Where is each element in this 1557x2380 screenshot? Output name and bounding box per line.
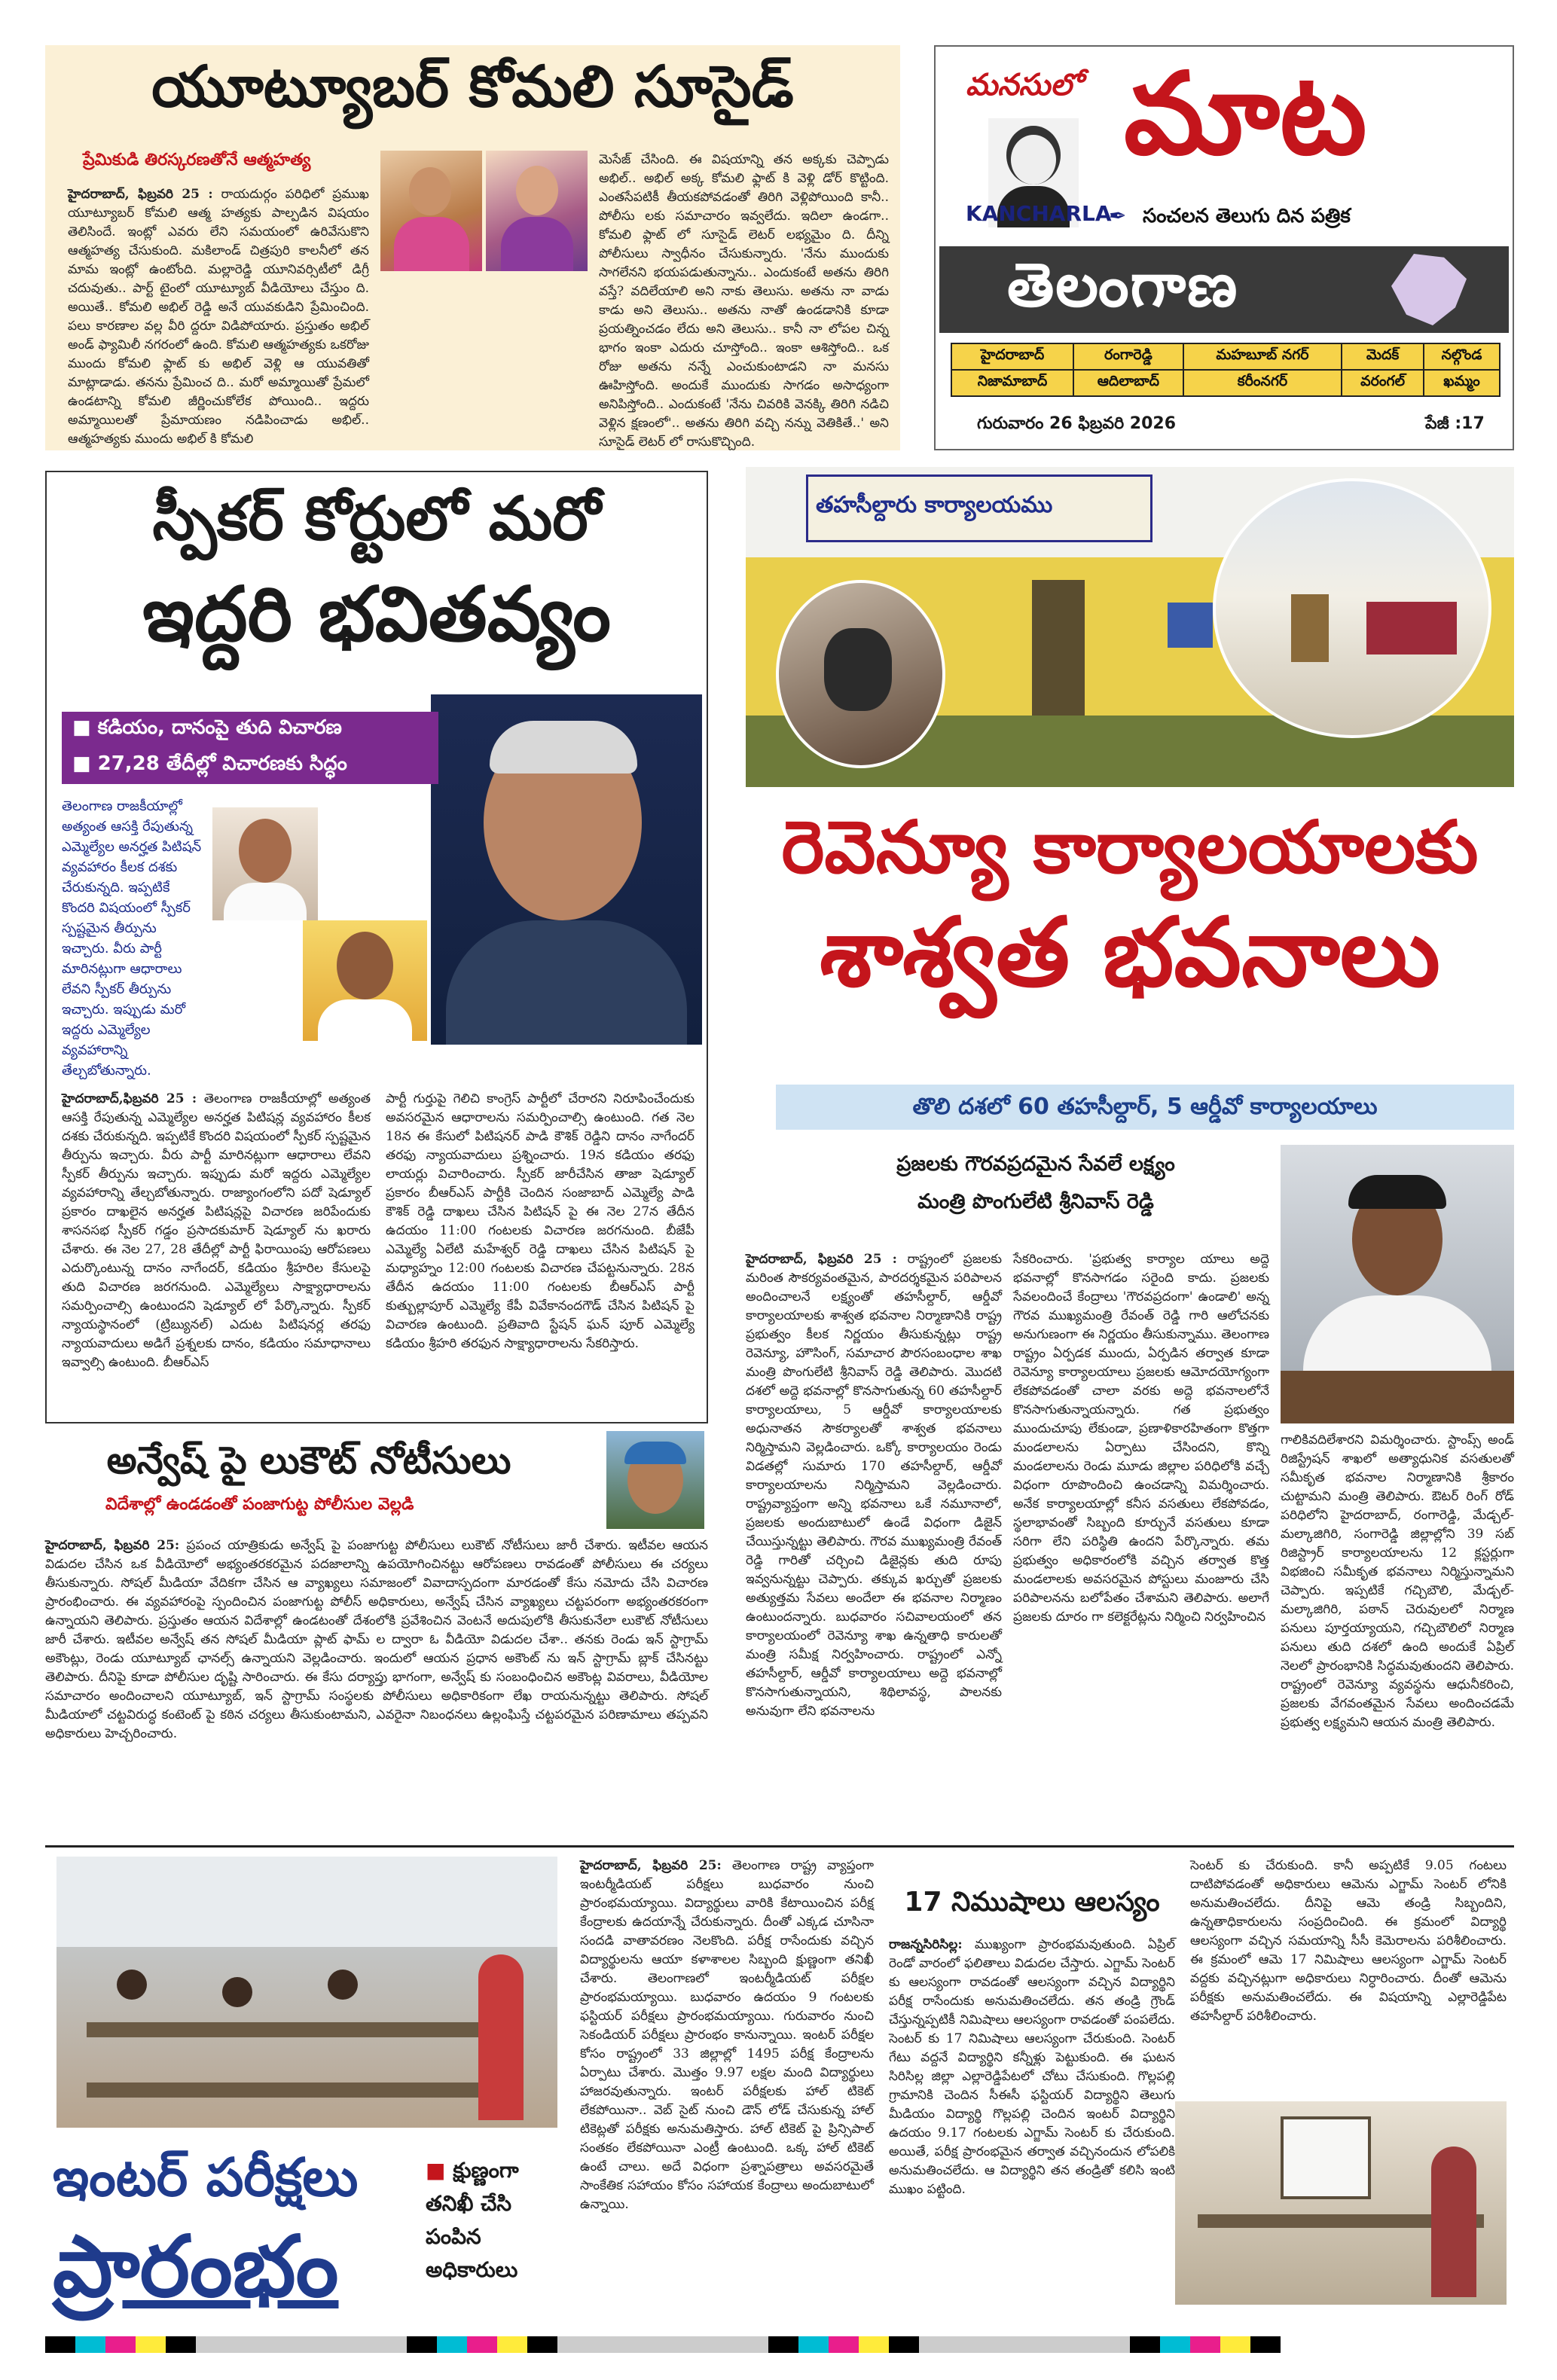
anvesh-dateline: హైదరాబాద్, ఫిబ్రవరి 25: [45,1538,180,1553]
exam-headline-1: ఇంటర్ పరీక్షలు [53,2147,359,2208]
speaker-body-right: పార్టీ గుర్తుపై గెలిచి కాంగ్రెస్ పార్టీలో చేరారని నిరూపించేందుకు అవసరమైన ఆధారాలను సమర్పించాల్సి ఉంటుంది. గత నెల 18న ఈ కేసులో పిటిషనర్ పాడి కౌశిక్ రెడ్డిని దానం నాగేందర్ తరఫు న్యాయవాదులు ప్రశ్నించారు. 19న కడియం తరఫు లాయర్లు విచారించారు. స్పీకర్ జారీచేసిన తాజా షెడ్యూల్ ప్రకారం బీఆర్ఎస్ పార్టీకి చెందిన సంజాబాద్ ఎమ్మెల్యే పాడి కౌశిక్ రెడ్డి దాఖలు చేసిన పిటిషన్ పై ఈ నెల 27న తేదీన ఉదయం 11:00 గంటలకు విచారణ జరగనుంది. బీజేపీ ఎమ్మెల్యే ఏలేటి మహేశ్వర్ రెడ్డి దాఖలు చేసిన పిటిషన్ పై మధ్యాహ్నం 12:00 గంటలకు విచారణ చేపట్టనున్నారు. 28న తేదీన ఉదయం 11:00 గంటలకు బీఆర్ఎస్ పార్టీ కుత్బుల్లాపూర్ ఎమ్మెల్యే కేపీ వివేకానందగౌడ్ చేసిన పిటిషన్ పై విచారణ ఉంటుంది. ప్రతివాది స్టేషన్ ఘన్ పూర్ ఎమ్మెల్యే కడియం శ్రీహరి తరఫున సాక్ష్యాధారాలను సేకరిస్తారు. [386,1091,695,1351]
pen-icon: ✒ [1109,203,1127,228]
district-medak: మెదక్ [1342,343,1424,370]
exam-headline-2: ప్రారంభం [53,2218,339,2316]
speaker-bullet-2: ■ 27,28 తేదీల్లో విచారణకు సిద్ధం [72,752,347,775]
revenue-text-col1: రాష్ట్రంలో ప్రజలకు మరింత సౌకర్యవంతమైన, పారదర్శకమైన పరిపాలన అందించాలనే లక్ష్యంతో తహసీల్దార్, ఆర్డీవో కార్యాలయాలకు శాశ్వత భవనాల నిర్మాణానికి రాష్ట్ర ప్రభుత్వం కీలక నిర్ణయం తీసుకున్నట్లు రాష్ట్ర రెవెన్యూ, హౌసింగ్, సమాచార పౌరసంబంధాల శాఖ మంత్రి పొంగులేటి శ్రీనివాస్ రెడ్డి తెలిపారు. మొదటి దశలో అద్దె భవనాల్లో కొనసాగుతున్న 60 తహసీల్దార్ కార్యాలయాలు, 5 ఆర్డీవో కార్యాలయాలకు అధునాతన సౌకర్యాలతో శాశ్వత భవనాలు నిర్మిస్తామని వెల్లడించారు. ఒక్కో కార్యాలయం రెండు విడతల్లో సుమారు 170 తహసీల్దార్, ఆర్డీవో కార్యాలయాలను నిర్మిస్తామని వెల్లడించారు. రాష్ట్రవ్యాప్తంగా అన్ని భవనాలు ఒకే నమూనాలో, ప్రజలకు అందుబాటులో ఉండే విధంగా డిజైన్ చేయిస్తున్నట్టు తెలిపారు. గౌరవ ముఖ్యమంత్రి రేవంత్ రెడ్డి గారితో చర్చించి డిజైన్లకు తుది రూపు ఇవ్వనున్నట్టు చెప్పారు. తక్కువ ఖర్చుతో ప్రజలకు అత్యుత్తమ సేవలు అందేలా ఈ భవనాల నిర్మాణం ఉంటుందన్నారు. బుధవారం సచివాలయంలో తన కార్యాలయంలో రెవెన్యూ శాఖ ఉన్నతాధి కారులతో మంత్రి సమీక్ష నిర్వహించారు. రాష్ట్రంలో ఎన్నో తహసీల్దార్, ఆర్డీవో కార్యాలయాలు అద్దె భవనాల్లో కొనసాగుతున్నాయని, శిథిలావస్థ, పాలనకు అనువుగా లేని భవనాలను [746,1252,1002,1719]
story-speaker [45,471,708,1423]
exam-subhead: 17 నిముషాలు ఆలస్యం [904,1887,1160,1918]
speaker-headline-1: స్పీకర్ కోర్టులో మరో [152,484,601,554]
youtuber-photo-2 [486,151,588,271]
speaker-bullets [62,712,438,784]
page-number: పేజీ :17 [1425,414,1485,433]
revenue-dateline: హైదరాబాద్, ఫిబ్రవరి 25 : [746,1252,897,1267]
anvesh-photo [606,1431,704,1529]
anvesh-text: ప్రపంచ యాత్రికుడు అన్వేష్ పై పంజాగుట్ట పోలీసులు లుకౌట్ నోటీసులు జారీ చేశారు. ఇటీవల ఆయన విడుదల చేసిన ఒక వీడియోలో అభ్యంతరకరమైన పదజాలాన్ని ఉపయోగించినట్టు ఆరోపణలు రావడంతో పోలీసులు ఈ చర్యలు తీసుకున్నారు. సోషల్ మీడియా వేదికగా చేసిన ఆ వ్యాఖ్యలు సమాజంలో వివాదాస్పదంగా మారడంతో కేసు నమోదు చేసి విచారణ ప్రారంభించారు. ఈ వ్యవహారంపై స్పందించిన పంజాగుట్ట పోలీస్ అధికారులు, అన్వేష్ చేసిన వ్యాఖ్యలు చట్టపరంగా అభ్యంతరకరంగా ఉన్నాయని తెలిపారు. ప్రస్తుతం ఆయన విదేశాల్లో ఉండటంతో దేశంలోకి ప్రవేశించిన వెంటనే అదుపులోకి తీసుకునేలా లుకౌట్ నోటీసులు జారీ చేశారు. ఇటీవల అన్వేష్ తన సోషల్ మీడియా ప్లాట్ ఫామ్ ల ద్వారా ఓ వీడియో విడుదల చేశా.. తనకు రెండు ఇన్ స్టాగ్రామ్ అకౌంట్లు, రెండు యూట్యూబ్ ఛానల్స్ ఉన్నాయని వెల్లడించారు. ఇందులో ఆయన ప్రధాన అకౌంట్ ను ఇన్ స్టాగ్రామ్ బ్లాక్ చేసినట్టు తెలిపారు. దీనిపై కూడా పోలీసుల దృష్టి సారించారు. ఈ కేసు దర్యాప్తు భాగంగా, అన్వేష్ కు సంబంధించిన అకౌంట్ల వివరాలు, వీడియోల సమాచారం అందించాలని యూట్యూబ్, ఇన్ స్టాగ్రామ్ సంస్థలకు పోలీసులు అధికారికంగా లేఖ రాయనున్నట్టు తెలిపారు. సోషల్ మీడియాలో చట్టవిరుద్ధ కంటెంట్ పై కఠిన చర్యలు తీసుకుంటామని, ఎవరైనా నిబంధనలు ఉల్లంఘిస్తే చట్టపరమైన పరిణామాలు తప్పవని అధికారులు హెచ్చరించారు. [45,1538,708,1741]
revenue-subhead-1: ప్రజలకు గౌరవప్రదమైన సేవలే లక్ష్యం [896,1152,1175,1176]
exam-side-note: ■ క్షుణ్ణంగా తనిఖీ చేసి పంపిన అధికారులు [426,2158,519,2282]
speaker-photo-danam [303,920,427,1041]
speaker-photo-large [431,694,702,1045]
section-divider [45,1845,1514,1848]
speaker-photo-kadiyam [212,807,318,920]
district-warangal: వరంగల్ [1342,370,1424,396]
minister-photo [1281,1145,1514,1423]
district-mahabubnagar: మహబూబ్ నగర్ [1183,343,1342,370]
speaker-body-left [62,1090,371,1417]
revenue-strap: తొలి దశలో 60 తహసీల్దార్, 5 ఆర్డీవో కార్యాలయాలు [776,1085,1514,1130]
youtuber-body-mid [380,279,590,444]
youtuber-headline: యూట్యూబర్ కోమలి సూసైడ్ [151,53,794,120]
state-banner [939,246,1509,333]
brand-name: KANCHARLA [966,201,1112,226]
telangana-map-icon [1391,254,1467,325]
revenue-inset-left [776,580,945,768]
print-registration-bar [45,2336,1514,2353]
district-adilabad: ఆదిలాబాద్ [1073,370,1183,396]
youtuber-kicker: ప్రేమికుడి తిరస్కరణతోనే ఆత్మహత్య [83,151,311,169]
masthead-title: మాట [1124,49,1367,180]
exam-dateline: హైదరాబాద్, ఫిబ్రవరి 25: [580,1858,722,1873]
exam-text-col2: ముఖ్యంగా ప్రారంభమవుతుంది. ఏప్రిల్ రెండో వారంలో ఫలితాలు విడుదల చేస్తారు. ఎగ్జామ్ సెంటర్ కు ఆలస్యంగా రావడంతో ఆలస్యంగా వచ్చిన విద్యార్థిని పరీక్ష రాసేందుకు అనుమతించలేదు. తన తండ్రి గ్రౌండ్ చేస్తున్నప్పటికీ నిమిషాలు ఆలస్యంగా రావడంతో పంపలేదు. సెంటర్ కు 17 నిమిషాలు ఆలస్యంగా చేరుకుంది. సెంటర్ గేటు వద్దనే విద్యార్థిని కన్నీళ్లు పెట్టుకుంది. ఈ ఘటన సిరిసిల్ల జిల్లా ఎల్లారెడ్డిపేటలో చోటు చేసుకుంది. గొల్లపల్లి గ్రామానికి చెందిన సీఈసీ ఫస్టియర్ విద్యార్థిని తెలుగు మీడియం విద్యార్థి గొల్లపల్లి చెందిన ఇంటర్ విద్యార్థిని ఉదయం 9.17 గంటలకు ఎగ్జామ్ సెంటర్ కు చేరుకుంది. అయితే, పరీక్ష ప్రారంభమైన తర్వాత వచ్చినందున లోపలికి అనుమతించలేదు. ఆ విద్యార్థిని తన తండ్రితో కలిసి ఇంటి ముఖం పట్టింది. [889,1937,1175,2197]
exam-body-col1 [580,1857,874,2308]
youtuber-body-left [68,185,369,445]
district-karimnagar: కరీంనగర్ [1183,370,1342,396]
issue-date: గురువారం 26 ఫిబ్రవరి 2026 [977,414,1177,433]
district-hyderabad: హైదరాబాద్ [951,343,1073,370]
revenue-subhead-2: మంత్రి పొంగులేటి శ్రీనివాస్ రెడ్డి [917,1190,1154,1213]
exam-side-note-text: క్షుణ్ణంగా తనిఖీ చేసి పంపిన అధికారులు [426,2158,519,2282]
exam-text-col1: తెలంగాణ రాష్ట్ర వ్యాప్తంగా ఇంటర్మీడియట్ పరీక్షలు బుధవారం నుంచి ప్రారంభమయ్యాయి. విద్యార్థులు వారికి కేటాయించిన పరీక్ష కేంద్రాలకు ఉదయాన్నే చేరుకున్నారు. దీంతో ఎక్కడ చూసినా సందడి వాతావరణం నెలకొంది. పరీక్ష రాసేందుకు వచ్చిన విద్యార్థులను ఆయా కళాశాలల సిబ్బంది క్షుణ్ణంగా తనిఖీ చేశారు. తెలంగాణలో ఇంటర్మీడియట్ పరీక్షల ప్రారంభమయ్యాయి. బుధవారం ఉదయం 9 గంటలకు ఫస్టియర్ పరీక్షలు ప్రారంభమయ్యాయి. గురువారం నుంచి సెకండియర్ పరీక్షలు ప్రారంభం కానున్నాయి. ఇంటర్ పరీక్షల కోసం రాష్ట్రంలో 33 జిల్లాల్లో 1495 పరీక్ష కేంద్రాలను ఏర్పాటు చేశారు. మొత్తం 9.97 లక్షల మంది విద్యార్థులు హాజరవుతున్నారు. ఇంటర్ పరీక్షలకు హాల్ టికెట్ లేకపోయినా.. వెబ్ సైట్ నుంచి డౌన్ లోడ్ చేసుకున్న హాల్ టికెట్లతో పరీక్షకు అనుమతిస్తారు. హాల్ టికెట్ పై ప్రిన్సిపాల్ సంతకం లేకపోయినా ఎంట్రీ ఉంటుంది. ఒక్క హాల్ టికెట్ ఉంటే చాలు. అదే విధంగా ప్రశ్నాపత్రాలు అవసరమైతే సాంకేతిక సహాయం కోసం సహాయక కేంద్రాలు అందుబాటులో ఉన్నాయి. [580,1858,875,2212]
exam-photo-2 [1175,2101,1507,2305]
masthead-tagline: మనసులో [966,68,1082,102]
exam-body-col3: సెంటర్ కు చేరుకుంది. కానీ అప్పటికే 9.05 గంటలు దాటిపోవడంతో అధికారులు ఆమెను ఎగ్జామ్ సెంటర్ లోనికి అనుమతించలేదు. దీనిపై ఆమె తండ్రి సిబ్బందిని, ఉన్నతాధికారులను సంప్రదించింది. ఈ క్రమంలో విద్యార్థి ఆలస్యంగా వచ్చిన సమయాన్ని సీసీ కెమెరాలను పరిశీలించారు. ఈ క్రమంలో ఆమె 17 నిమిషాలు ఆలస్యంగా ఎగ్జామ్ సెంటర్ వద్దకు వచ్చినట్లుగా అధికారులు నిర్ధారించారు. దీంతో ఆమెను పరీక్షకు అనుమతించలేదు. ఈ విషయాన్ని ఎల్లారెడ్డిపేట తహసీల్దార్ పరిశీలించారు. [1190,1858,1507,2024]
revenue-body-col2: సేకరించారు. 'ప్రభుత్వ కార్యాల యాలు అద్దె భవనాల్లో కొనసాగడం సరైంది కాదు. ప్రజలకు సేవలందించే కేంద్రాలు 'గౌరవప్రదంగా' ఉండాలి' అన్న గౌరవ ముఖ్యమంత్రి రేవంత్ రెడ్డి గారి ఆలోచనకు అనుగుణంగా ఈ నిర్ణయం తీసుకున్నాము. తెలంగాణ రాష్ట్రం ఏర్పడక ముందు, ఏర్పడిన తర్వాత కూడా రెవెన్యూ కార్యాలయాలు ప్రజలకు ఆమోదయోగ్యంగా లేకపోవడంతో చాలా వరకు అద్దె భవనాలలోనే కొనసాగుతున్నాయన్నారు. గత ప్రభుత్వం ముందుచూపు లేకుండా, ప్రణాళికారహితంగా కొత్తగా మండలాలను ఏర్పాటు చేసిందని, కొన్ని మండలాలను రెండు మూడు జిల్లాల పరిధిలోకి వచ్చే విధంగా రూపొందించి ఉంచడాన్ని విమర్శించారు. అనేక కార్యాలయాల్లో కనీస వసతులు లేకపోవడం, స్థలాభావంతో సిబ్బంది కూర్చునే వసతులు కూడా సరిగా లేని పరిస్థితి ఉందని పేర్కొన్నారు. తమ ప్రభుత్వం అధికారంలోకి వచ్చిన తర్వాత కొత్త మండలాలకు అవసరమైన పోస్టులు మంజూరు చేసి పరిపాలనను బలోపేతం చేశామని తెలిపారు. అలాగే ప్రజలకు దూరం గా కలెక్టరేట్లను నిర్మించి నిర్వహించిన [1013,1252,1269,1625]
district-rangareddy: రంగారెడ్డి [1073,343,1183,370]
state-name: తెలంగాణ [1007,250,1239,320]
youtuber-body-right: మెసేజ్ చేసింది. ఈ విషయాన్ని తన అక్కకు చెప్పాడు అభిల్.. అభిల్ అక్క కోమలి ఫ్లాట్ కి వెళ్లి డోర్ కొట్టింది. ఎంతసేపటికీ తీయకపోవడంతో తిరిగి వెళ్లిపోయింది కానీ.. పోలీసు లకు సమాచారం ఇవ్వలేదు. ఇదిలా ఉండగా.. కోమలి ఫ్లాట్ లో సూసైడ్ లెటర్ లభ్యమైం ది. దీన్ని పోలీసులు స్వాధీనం చేసుకున్నారు. 'నేను ముందుకు సాగలేనని భయపడుతున్నాను.. ఎందుకంటే అతను తిరిగి వస్తే? వదిలేయాలి అని నాకు తెలుసు. అతను నా వాడు కాడు అని తెలుసు.. అతను నాతో ఉండడానికి కూడా ప్రయత్నించడం లేదు అని తెలుసు.. కానీ నా లోపల చిన్న భాగం ఇంకా ఎదురు చూస్తోంది.. ఇంకా ఆశిస్తోంది.. ఒక రోజు అతను నన్నే ఎంచుకుంటాడని నా మనసు ఊహిస్తోంది. అందుకే ముందుకు సాగడం అసాధ్యంగా అనిపిస్తోంది.. ఎందుకంటే 'నేను చివరికి వెనక్కి తిరిగి నడిచి వెళ్లిన క్షణంలో'.. అతను తిరిగి వచ్చి నన్ను వెతికితే..' అని సూసైడ్ లెటర్ లో రాసుకొచ్చింది. [599,152,889,450]
speaker-dateline: హైదరాబాద్,ఫిబ్రవరి 25 : [62,1091,197,1106]
revenue-body-col1 [746,1250,1002,1834]
anvesh-kicker: విదేశాల్లో ఉండడంతో పంజాగుట్ట పోలీసుల వెల్లడి [105,1495,414,1514]
revenue-sign-text: తహసీల్దారు కార్యాలయము [816,492,1053,518]
speaker-summary: తెలంగాణ రాజకీయాల్లో అత్యంత ఆసక్తి రేపుతున్న ఎమ్మెల్యేల అనర్హత పిటిషన్ వ్యవహారం కీలక దశకు చేరుకున్నది. ఇప్పటికే కొందరి విషయంలో స్పీకర్ స్పష్టమైన తీర్పును ఇచ్చారు. వీరు పార్టీ మారినట్లుగా ఆధారాలు లేవని స్పీకర్ తీర్పును ఇచ్చారు. ఇప్పుడు మరో ఇద్దరు ఎమ్మెల్యేల వ్యవహారాన్ని తేల్చబోతున్నారు. [62,798,202,1079]
speaker-headline-2: ఇద్దరి భవితవ్యం [142,570,611,658]
speaker-text-left: తెలంగాణ రాజకీయాల్లో అత్యంత ఆసక్తి రేపుతున్న ఎమ్మెల్యేల అనర్హత పిటిషన్ల వ్యవహారం కీలక దశకు చేరుకున్నది. ఇప్పటికే కొందరి విషయంలో స్పీకర్ స్పష్టమైన తీర్పును ఇచ్చారు. వీరు పార్టీ మారినట్లుగా ఆధారాలు లేవని స్పీకర్ తీర్పును ఇచ్చారు. ఇప్పుడు మరో ఇద్దరు ఎమ్మెల్యేల వ్యవహారాన్ని తేల్చబోతున్నారు. రాజ్యాంగంలోని పదో షెడ్యూల్ ప్రకారం దాఖలైన అనర్హత పిటిషన్లపై విచారణ జరిపేందుకు శాసనసభ స్పీకర్ గడ్డం ప్రసాదకుమార్ షెడ్యూల్ ను ఖరారు చేశారు. ఈ నెల 27, 28 తేదీల్లో పార్టీ ఫిరాయింపు ఆరోపణలు ఎదుర్కొంటున్న దానం నాగేందర్, కడియం శ్రీహరిల కేసులపై తుది విచారణ జరగనుంది. ఎమ్మెల్యేలు సాక్ష్యాధారాలను సమర్పించాల్సి ఉంటుందని షెడ్యూల్ లో పేర్కొన్నారు. స్పీకర్ న్యాయస్థానంలో (ట్రిబ్యునల్) ఎదుట పిటిషనర్ల తరఫు న్యాయవాదులు అడిగే ప్రశ్నలకు దానం, కడియం సమాధానాలు ఇవ్వాల్సి ఉంటుంది. బీఆర్ఎస్ [62,1091,371,1370]
district-nalgonda: నల్గొండ [1424,343,1500,370]
story-youtuber [45,45,900,450]
youtuber-text-left: రాయదుర్గం పరిధిలో ప్రముఖ యూట్యూబర్ కోమలి ఆత్మ హత్యకు పాల్పడిన విషయం తెలిసిందే. ఇంట్లో ఎవరు లేని సమయంలో ఉరివేసుకొని ఆత్మహత్య చేసుకుంది. మకిలాండ్ చిత్రపురి కాలనీలో తన మామ ఇంట్లో ఉంటోంది. మల్లారెడ్డి యూనివర్సిటీలో డిగ్రీ చదువుతు.. పార్ట్ టైంలో యూట్యూబ్ వీడియోలు చేస్తుం ది. అయితే.. కోమలి అభిల్ రెడ్డి అనే యువకుడిని ప్రేమించింది. పలు కారణాల వల్ల వీరి ద్దరూ విడిపోయారు. ప్రస్తుతం అభిల్ అండ్ ఫ్యామిలీ నగరంలో ఉంది. కోమలి ఆత్మహత్యకు ఒకరోజు ముందు కోమలి ఫ్లాట్ కు అభిల్ వెళ్లి ఆ యువతితో మాట్లాడాడు. తనను ప్రేమించ ది.. మరో అమ్మాయితో ప్రేమలో ఉండటాన్ని కోమలి జీర్ణించుకోలేక పోయింది.. ఇద్దరు అమ్మాయిలతో ప్రేమాయణం నడిపించాడు అభిల్.. ఆత్మహత్యకు ముందు అభిల్ కి కోమలి [68,187,369,447]
revenue-inset-right [1213,478,1491,738]
district-khammam: ఖమ్మం [1424,370,1500,396]
story-anvesh [45,1431,708,1834]
revenue-body-col3: గాలికివదిలేశారని విమర్శించారు. స్టాంప్స్ అండ్ రిజిస్ట్రేషన్ శాఖలో అత్యాధునిక వసతులతో సమీకృత భవనాల నిర్మాణానికి శ్రీకారం చుట్టామని మంత్రి తెలిపారు. ఔటర్ రింగ్ రోడ్ పరిధిలోని హైదరాబాద్, రంగారెడ్డి, మేడ్చల్-మల్కాజిగిరి, సంగారెడ్డి జిల్లాల్లోని 39 సబ్ రిజిస్ట్రార్ కార్యాలయాలను 12 క్లస్టర్లుగా విభజించి సమీకృత భవనాలు నిర్మిస్తున్నామని చెప్పారు. ఇప్పటికే గచ్చిబౌలి, మేడ్చల్-మల్కాజిగిరి, పఠాన్ చెరువులలో నిర్మాణ పనులు పూర్తయ్యాయని, గచ్చిబౌలిలో నిర్మాణ పనులు తుది దశలో ఉంది అందుకే ఏప్రిల్ నెలలో ప్రారంభానికి సిద్ధమవుతుందని తెలిపారు. రాష్ట్రంలో రెవెన్యూ వ్యవస్థను ఆధునీకరించి, ప్రజలకు వేగవంతమైన సేవలు అందించడమే ప్రభుత్వ లక్ష్యమని ఆయన మంత్రి తెలిపారు. [1281,1433,1514,1730]
revenue-headline-2: శాశ్వత భవనాలు [820,897,1440,1008]
exam-photo-main [56,1857,557,2128]
masthead-subtitle: సంచలన తెలుగు దిన పత్రిక [1143,205,1351,227]
exam-sub-dateline: రాజన్నసిరిసిల్ల: [889,1937,963,1952]
revenue-headline-1: రెవెన్యూ కార్యాలయాలకు [781,805,1479,889]
revenue-photo-main [746,467,1514,787]
district-nizamabad: నిజామాబాద్ [951,370,1073,396]
exam-body-col2 [889,1936,1175,2308]
district-grid [951,343,1501,397]
youtuber-photo-1 [380,151,482,271]
youtuber-dateline: హైదరాబాద్, ఫిబ్రవరి 25 : [68,187,213,202]
anvesh-headline: అన్వేష్ పై లుకౌట్ నోటీసులు [106,1439,511,1482]
anvesh-body [45,1536,708,1830]
speaker-bullet-1: ■ కడియం, దానంపై తుది విచారణ [72,716,342,739]
masthead [934,45,1514,450]
